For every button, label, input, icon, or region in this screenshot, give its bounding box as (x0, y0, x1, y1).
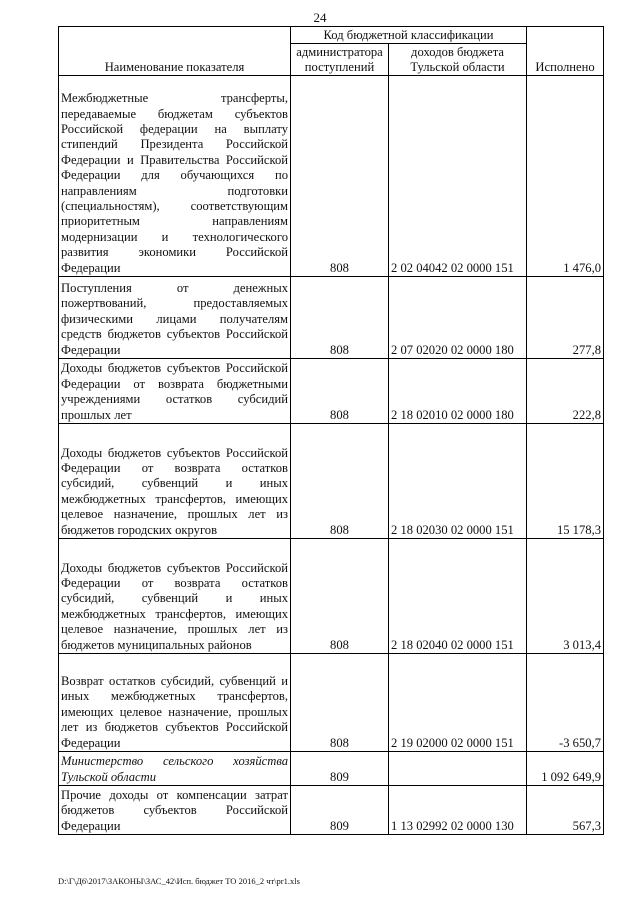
budget-table (58, 26, 604, 835)
row-name: Министерство сельского хозяйства Тульской области (59, 752, 291, 786)
row-amount: 1 476,0 (527, 76, 604, 277)
row-admin-code: 808 (291, 359, 389, 424)
header-name-column: Наименование показателя (59, 27, 291, 76)
row-income-code: 2 07 02020 02 0000 180 (389, 277, 527, 359)
row-admin-code: 808 (291, 654, 389, 752)
row-income-code: 2 18 02040 02 0000 151 (389, 539, 527, 654)
row-amount: 222,8 (527, 359, 604, 424)
table-row (59, 359, 604, 424)
row-amount: 3 013,4 (527, 539, 604, 654)
row-name: Возврат остатков субсидий, субвенций и иных межбюджетных трансфертов, имеющих целевое назначение, прошлых лет из бюджетов субъектов Российской Федерации (59, 654, 291, 752)
table-row (59, 277, 604, 359)
row-name: Межбюджетные трансферты, передаваемые бюджетам субъектов Российской федерации на выплату стипендий Президента Российской Федерации и Правительства Российской Федерации для обучающихся по направлениям подготовки (специальностям), соответствующим приоритетным направлениям модернизации и технологического развития экономики Российской Федерации (59, 76, 291, 277)
row-income-code: 2 19 02000 02 0000 151 (389, 654, 527, 752)
header-admin-column: администратора поступлений (291, 44, 389, 76)
header-income-column: доходов бюджета Тульской области (389, 44, 527, 76)
table-row (59, 786, 604, 835)
row-admin-code: 808 (291, 424, 389, 539)
row-amount: -3 650,7 (527, 654, 604, 752)
row-amount: 567,3 (527, 786, 604, 835)
row-admin-code: 809 (291, 752, 389, 786)
row-amount: 1 092 649,9 (527, 752, 604, 786)
table-row (59, 654, 604, 752)
row-income-code (389, 752, 527, 786)
row-income-code: 2 18 02030 02 0000 151 (389, 424, 527, 539)
row-name: Доходы бюджетов субъектов Российской Федерации от возврата бюджетными учреждениями остатков субсидий прошлых лет (59, 359, 291, 424)
row-income-code: 2 18 02010 02 0000 180 (389, 359, 527, 424)
row-admin-code: 808 (291, 277, 389, 359)
table-row (59, 539, 604, 654)
row-income-code: 2 02 04042 02 0000 151 (389, 76, 527, 277)
row-name: Доходы бюджетов субъектов Российской Федерации от возврата остатков субсидий, субвенций и иных межбюджетных трансфертов, имеющих целевое назначение, прошлых лет из бюджетов городских округов (59, 424, 291, 539)
table-row (59, 76, 604, 277)
row-admin-code: 809 (291, 786, 389, 835)
header-code-group: Код бюджетной классификации (291, 27, 527, 44)
row-name: Доходы бюджетов субъектов Российской Федерации от возврата остатков субсидий, субвенций и иных межбюджетных трансфертов, имеющих целевое назначение, прошлых лет из бюджетов муниципальных районов (59, 539, 291, 654)
page-number: 24 (313, 10, 327, 25)
row-admin-code: 808 (291, 539, 389, 654)
row-name: Прочие доходы от компенсации затрат бюджетов субъектов Российской Федерации (59, 786, 291, 835)
header-row-top (59, 27, 604, 44)
header-executed-column: Исполнено (527, 27, 604, 76)
row-income-code: 1 13 02992 02 0000 130 (389, 786, 527, 835)
row-name: Поступления от денежных пожертвований, предоставляемых физическими лицами получателям средств бюджетов субъектов Российской Федерации (59, 277, 291, 359)
row-admin-code: 808 (291, 76, 389, 277)
table-row (59, 752, 604, 786)
row-amount: 15 178,3 (527, 424, 604, 539)
row-amount: 277,8 (527, 277, 604, 359)
table-row (59, 424, 604, 539)
footer-file-path: D:\Г\Д6\2017\ЗАКОНЫ\ЗАС_42\Исп. бюджет ТО 2016_2 чт\pr1.xls (58, 876, 300, 886)
